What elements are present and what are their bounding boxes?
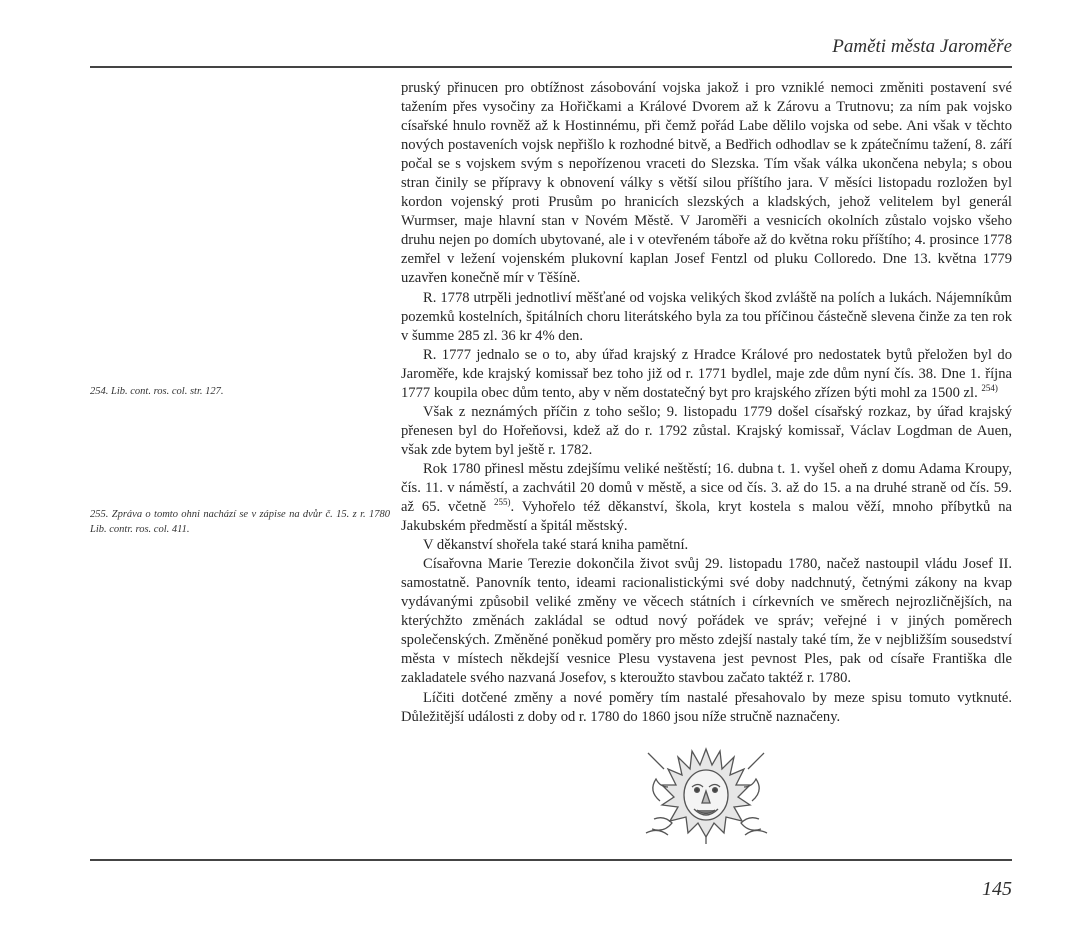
footnote-ref-255: 255) <box>494 497 511 508</box>
footnote-255: 255. Zpráva o tomto ohni nachází se v zápise na dvůr č. 15. z r. 1780 Lib. contr. ros. col. 411. <box>90 509 390 535</box>
running-title: Paměti města Jaroměře <box>832 36 1012 57</box>
paragraph: Však z neznámých příčin z toho sešlo; 9. listopadu 1779 došel císařský rozkaz, by úřad krajský přenesen byl do Hořeňovsi, kdež až do r. 1792 zůstal. Krajský komissař, Václav Logdman de Auen, však zde bytem byl ještě r. 1782. <box>401 403 1012 458</box>
footer-rule <box>90 859 1012 861</box>
paragraph <box>401 346 1012 403</box>
main-text <box>401 79 1012 727</box>
page-number: 145 <box>982 878 1012 900</box>
paragraph: Císařovna Marie Terezie dokončila život svůj 29. listopadu 1780, načež nastoupil vládu Josef II. samostatně. Panovník tento, ideami racionalistickými své doby nadchnutý, četnými zákony na kvap vydávanými způsobil veliké změny ve věcech státních i církevních ve směrech nejrozličnějších, na kterýchžto změnách zakládal se odtud nový pořádek ve správ; veřejné i v jiných poměrech společenských. Změněné poněkud poměry pro město zdejší nastaly také tím, že v nejbližším sousedství města v místech někdejší vesnice Plesu vystavena jest pevnost Ples, pak od císaře Františka dle zakladatele svého nazvaná Josefov, s kteroužto stavbou začato taktéž r. 1780. <box>401 556 1012 687</box>
paragraph: pruský přinucen pro obtížnost zásobování vojska jakož i pro vzniklé nemoci změniti postavení své tažením přes vysočiny za Hořičkami a Králové Dvorem až k Zárovu a Trutnovu; za ním pak vojsko císařské hnulo rovněž až k Hostinnému, při čemž pořád Labe dělilo vojska od sebe. Ani však v těchto nových postaveních vojsk nepřišlo k rozhodné bitvě, a Bedřich odhodlav se k zpátečnímu tažení, 8. září počal se s vojskem svým s nepořízenou vraceti do Slezska. Tím však válka ukončena nebyla; s obou stran činily se přípravy k obnovení války s větší silou příštího jara. V měsíci listopadu rozložen byl kordon vojenský proti Prusům po hranicích slezských a kladských, jehož velitelem byl generál Wurmser, maje hlavní stan v Novém Městě. V Jaroměři a vesnicích okolních zůstalo vojsko všeho druhu nejen po domích ubytované, ale i v otevřeném táboře až do května roku příštího; 4. prosince 1778 zemřel v ležení vojenském plukovní kaplan Josef Fentzl od pluku Colloredo. Dne 13. května 1779 uzavřen konečně mír v Těšíně. <box>401 80 1012 287</box>
paragraph: V děkanství shořela také stará kniha pamětní. <box>423 537 689 554</box>
paragraph-text: Rok 1780 přinesl městu zdejšímu veliké neštěstí; 16. dubna t. 1. vyšel oheň z domu Adama Kroupy, čís. 11. v náměstí, a zachvátil 20 domů v městě, a sice od čís. 3. až do 15. a na druhé straně od čís. 59. až 65. včetně <box>401 460 1012 516</box>
paragraph-text: . Vyhořelo též děkanství, škola, kryt kostela s malou věží, mnoho příbytků na Jakubském předměstí a špitál městský. <box>401 499 1012 535</box>
paragraph-text: R. 1777 jednalo se o to, aby úřad krajský z Hradce Králové pro nedostatek bytů přeložen byl do Jaroměře, kde krajský komissař bez toho již od r. 1771 bydlel, maje zde dům nyní čís. 38. Dne 1. října 1777 koupila obec dům tento, aby v něm dostatečný byt pro krajského zřízen býti mohl za 1500 zl. <box>401 346 1012 401</box>
footnote-254: 254. Lib. cont. ros. col. str. 127. <box>90 386 224 397</box>
footnote-ref-254: 254) <box>981 382 998 393</box>
header-rule <box>90 66 1012 68</box>
lion-head-ornament-icon <box>640 743 773 846</box>
paragraph <box>401 460 1012 536</box>
paragraph: Líčiti dotčené změny a nové poměry tím nastalé přesahovalo by meze spisu tomuto vytknuté. Důležitější události z doby od r. 1780 do 1860 jsou níže stručně naznačeny. <box>401 689 1012 725</box>
paragraph: R. 1778 utrpěli jednotliví měšťané od vojska velikých škod zvláště na polích a lukách. Nájemníkům pozemků kostelních, špitálních choru literátského byla za tou příčinou částečně slevena činže za ten rok v šumme 285 zl. 36 kr 4% den. <box>401 289 1012 344</box>
